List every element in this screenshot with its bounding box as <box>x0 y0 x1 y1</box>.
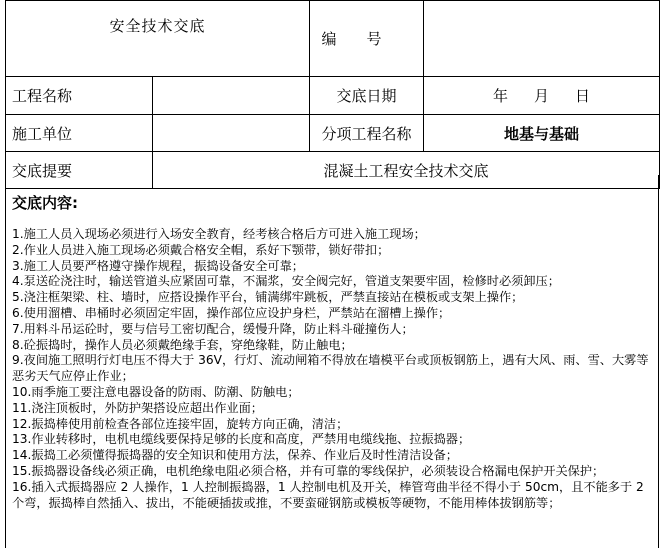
content-list <box>6 227 658 511</box>
date-day: 日 <box>575 87 591 105</box>
list-item: 9.夜间施工照明行灯电压不得大于 36V，行灯、流动闸箱不得放在墙模平台或顶板钢筋上，遇有大风、雨、雪、大雾等恶劣天气应停止作业； <box>12 353 649 384</box>
project-name-value[interactable] <box>153 77 310 115</box>
list-item: 15.振捣器设备线必须正确，电机绝缘电阻必须合格，并有可靠的零线保护，必须装设合格漏电保护开关保护； <box>12 463 605 478</box>
list-item: 5.浇注框架梁、柱、墙时，应搭设操作平台，铺满绑牢跳板，严禁直接站在模板或支架上操作； <box>12 290 524 305</box>
list-item: 3.施工人员要严格遵守操作规程，振捣设备安全可靠； <box>12 258 304 273</box>
content-title: 交底内容: <box>12 194 78 212</box>
date-year: 年 <box>492 87 508 105</box>
summary-label: 交底提要 <box>6 152 153 189</box>
unit-value[interactable] <box>153 115 310 152</box>
summary-value: 混凝土工程安全技术交底 <box>153 152 660 189</box>
list-item: 12.振捣棒使用前检查各部位连接牢固，旋转方向正确，清洁； <box>12 416 349 431</box>
list-item: 11.浇注顶板时，外防护架搭设应超出作业面； <box>12 400 263 415</box>
header-table <box>5 0 660 189</box>
list-item: 13.作业转移时，电机电缆线要保持足够的长度和高度，严禁用电缆线拖、拉振捣器； <box>12 432 471 447</box>
number-label: 编号 <box>321 30 412 48</box>
number-label-cell <box>310 1 424 77</box>
sub-project-label: 分项工程名称 <box>310 115 424 152</box>
project-name-label: 工程名称 <box>6 77 153 115</box>
list-item: 1.施工人员入现场必须进行入场安全教育，经考核合格后方可进入施工现场； <box>12 227 426 241</box>
list-item: 7.用料斗吊运砼时，要与信号工密切配合，缓慢升降，防止料斗碰撞伤人； <box>12 321 414 336</box>
list-item: 4.泵送砼浇注时，输送管道头应紧固可靠，不漏浆，安全阀完好，管道支架要牢固，检修时必须卸压； <box>12 274 560 289</box>
list-item: 10.雨季施工要注意电器设备的防雨、防潮、防触电； <box>12 384 300 399</box>
number-value[interactable] <box>424 1 660 77</box>
project-row <box>6 77 660 115</box>
disclosure-content <box>5 175 659 548</box>
list-item: 6.使用溜槽、串桶时必须固定牢固，操作部位应设护身栏，严禁站在溜槽上操作； <box>12 305 451 320</box>
date-label: 交底日期 <box>310 77 424 115</box>
date-value[interactable] <box>424 77 660 115</box>
list-item: 14.振捣工必须懂得振捣器的安全知识和使用方法，保养、作业后及时性清洁设备； <box>12 448 458 463</box>
unit-label: 施工单位 <box>6 115 153 152</box>
safety-disclosure-form <box>5 0 659 548</box>
list-item: 8.砼振捣时，操作人员必须戴绝缘手套，穿绝缘鞋，防止触电； <box>12 337 353 352</box>
form-title: 安全技术交底 <box>6 1 310 77</box>
list-item: 2.作业人员进入施工现场必须戴合格安全帽，系好下颚带，锁好带扣； <box>12 242 390 257</box>
list-item: 16.插入式振捣器应 2 人操作，1 人控制振捣器，1 人控制电机及开关，棒管弯曲半径不得小于 50cm，且不能多于 2 个弯，振捣棒自然插入、拔出，不能硬插拔或推，不要蛮碰钢筋或模板等硬物，不能用棒体拔钢筋等； <box>12 479 644 510</box>
unit-row <box>6 115 660 152</box>
title-row <box>6 1 660 77</box>
sub-project-value: 地基与基础 <box>424 115 660 152</box>
date-month: 月 <box>534 87 550 105</box>
